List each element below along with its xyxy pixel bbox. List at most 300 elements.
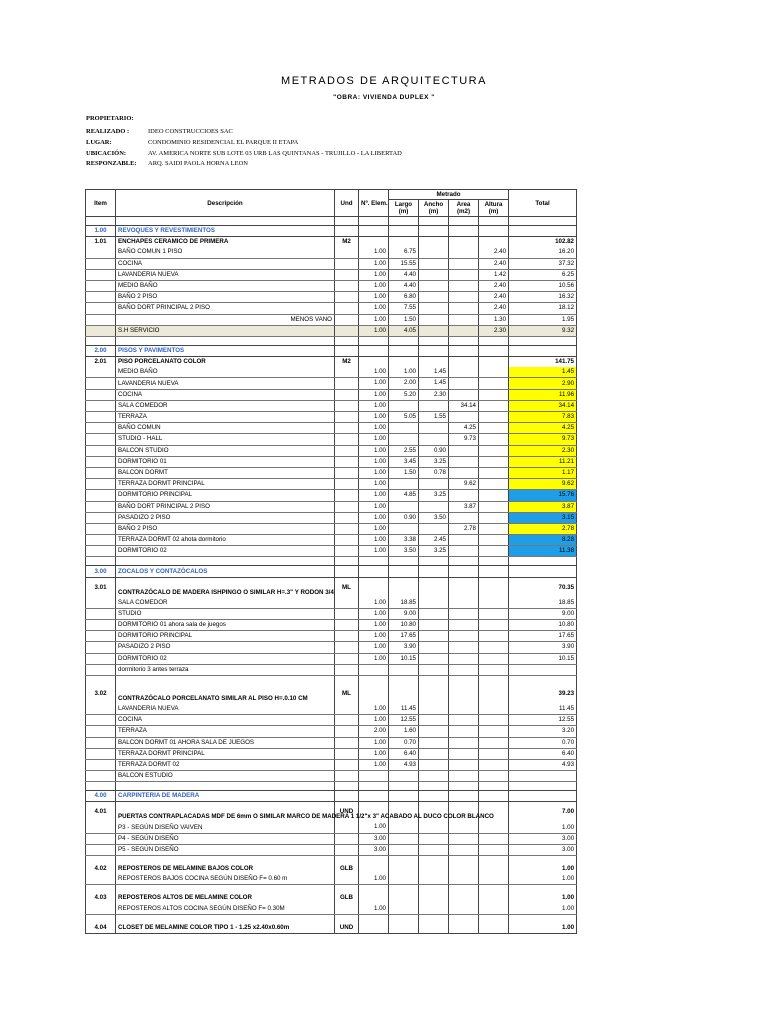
cell-descripcion: P3 - SEGÚN DISEÑO VAIVEN (116, 822, 335, 833)
cell-total (509, 856, 577, 865)
cell-descripcion (116, 336, 335, 345)
cell-item (86, 822, 116, 833)
document-title: METRADOS DE ARQUITECTURA (281, 75, 487, 87)
cell-area (449, 490, 479, 501)
cell-und (335, 715, 359, 726)
cell-elem: 1.00 (359, 715, 389, 726)
cell-largo (389, 577, 419, 598)
cell-ancho (419, 566, 449, 577)
cell-area (449, 664, 479, 675)
cell-largo (389, 434, 419, 445)
cell-item (86, 726, 116, 737)
cell-largo (389, 237, 419, 248)
cell-descripcion (116, 856, 335, 865)
cell-altura (479, 653, 509, 664)
cell-altura: 2.40 (479, 247, 509, 258)
cell-ancho (419, 874, 449, 885)
cell-area (449, 620, 479, 631)
cell-item: 4.04 (86, 923, 116, 934)
cell-ancho (419, 620, 449, 631)
cell-total: 11.45 (509, 704, 577, 715)
cell-largo (389, 226, 419, 237)
cell-area: 34.14 (449, 400, 479, 411)
cell-area (449, 893, 479, 903)
spacer-row (86, 914, 577, 923)
cell-total: 3.00 (509, 844, 577, 855)
cell-und: GLB (335, 893, 359, 903)
cell-altura (479, 642, 509, 653)
cell-item (86, 598, 116, 609)
table-row (86, 269, 577, 280)
cell-ancho (419, 914, 449, 923)
cell-area: 9.73 (449, 434, 479, 445)
cell-altura (479, 864, 509, 874)
cell-altura (479, 501, 509, 512)
cell-largo: 1.00 (389, 367, 419, 378)
info-label: PROPIETARIO: (86, 115, 134, 122)
cell-altura (479, 345, 509, 356)
cell-descripcion: BAÑO 2 PISO (116, 292, 335, 303)
cell-largo (389, 822, 419, 833)
cell-elem: 1.00 (359, 303, 389, 314)
cell-item (86, 557, 116, 566)
cell-area (449, 885, 479, 894)
cell-area (449, 378, 479, 389)
cell-area (449, 675, 479, 684)
cell-area (449, 904, 479, 915)
cell-area (449, 258, 479, 269)
cell-item (86, 247, 116, 258)
cell-largo (389, 336, 419, 345)
table-row (86, 303, 577, 314)
cell-und (335, 434, 359, 445)
cell-area (449, 336, 479, 345)
document-subtitle: "OBRA: VIVIENDA DUPLEX " (333, 94, 435, 101)
table-row (86, 874, 577, 885)
cell-ancho (419, 303, 449, 314)
table-row (86, 280, 577, 291)
cell-area (449, 737, 479, 748)
cell-altura (479, 620, 509, 631)
cell-altura (479, 771, 509, 782)
cell-total: 1.45 (509, 367, 577, 378)
cell-item (86, 904, 116, 915)
cell-und (335, 904, 359, 915)
cell-item (86, 269, 116, 280)
cell-area (449, 367, 479, 378)
cell-descripcion: BALCON STUDIO (116, 445, 335, 456)
cell-altura (479, 844, 509, 855)
cell-elem (359, 577, 389, 598)
cell-und (335, 631, 359, 642)
table-row (86, 512, 577, 523)
cell-item: 4.03 (86, 893, 116, 903)
cell-descripcion: TERRAZA (116, 412, 335, 423)
cell-item (86, 389, 116, 400)
info-value: AV. AMERICA NORTE SUB LOTE 03 URB LAS QUINTANAS - TRUJILLO - LA LIBERTAD (148, 150, 402, 157)
cell-item: 1.01 (86, 237, 116, 248)
cell-elem: 1.00 (359, 445, 389, 456)
cell-elem (359, 566, 389, 577)
cell-area (449, 412, 479, 423)
cell-total: 2.30 (509, 445, 577, 456)
cell-largo (389, 874, 419, 885)
item-row (86, 893, 577, 903)
cell-total: 1.00 (509, 923, 577, 934)
cell-ancho (419, 726, 449, 737)
cell-largo (389, 844, 419, 855)
cell-und (335, 874, 359, 885)
cell-und (335, 400, 359, 411)
cell-descripcion: BAÑO DORT PRINCIPAL 2 PISO (116, 303, 335, 314)
cell-descripcion (116, 914, 335, 923)
col-altura: Altura (m) (479, 200, 509, 217)
cell-ancho (419, 844, 449, 855)
cell-ancho: 0.90 (419, 445, 449, 456)
table-row (86, 314, 577, 325)
cell-altura (479, 608, 509, 619)
table-row (86, 434, 577, 445)
cell-largo: 4.40 (389, 280, 419, 291)
cell-altura (479, 874, 509, 885)
cell-und (335, 535, 359, 546)
cell-elem: 1.00 (359, 759, 389, 770)
cell-total: 7.00 (509, 802, 577, 823)
cell-und: ML (335, 684, 359, 704)
cell-largo (389, 345, 419, 356)
cell-area (449, 923, 479, 934)
cell-elem: 1.00 (359, 904, 389, 915)
cell-ancho (419, 258, 449, 269)
cell-total: 9.00 (509, 608, 577, 619)
table-row (86, 737, 577, 748)
cell-ancho (419, 771, 449, 782)
cell-descripcion: REPOSTEROS ALTOS COCINA SEGÚN DISEÑO F= 0.30M (116, 904, 335, 915)
cell-ancho: 0.78 (419, 467, 449, 478)
cell-largo: 10.80 (389, 620, 419, 631)
cell-altura (479, 904, 509, 915)
cell-elem: 1.00 (359, 479, 389, 490)
cell-altura (479, 226, 509, 237)
cell-descripcion: BALCON DORMT 01 AHORA SALA DE JUEGOS (116, 737, 335, 748)
spacer-row (86, 336, 577, 345)
cell-ancho (419, 864, 449, 874)
cell-ancho (419, 577, 449, 598)
item-row (86, 864, 577, 874)
cell-elem: 1.00 (359, 598, 389, 609)
table-row (86, 400, 577, 411)
cell-altura (479, 378, 509, 389)
table-row (86, 367, 577, 378)
cell-altura (479, 791, 509, 802)
cell-ancho (419, 684, 449, 704)
cell-descripcion: DORMITORIO 01 ahora sala de juegos (116, 620, 335, 631)
cell-total: 3.15 (509, 512, 577, 523)
cell-item: 2.01 (86, 357, 116, 368)
cell-area: 3.87 (449, 501, 479, 512)
cell-und (335, 269, 359, 280)
cell-altura (479, 737, 509, 748)
cell-largo: 6.80 (389, 292, 419, 303)
cell-altura (479, 631, 509, 642)
cell-und (335, 620, 359, 631)
cell-elem: 1.00 (359, 748, 389, 759)
cell-elem: 1.00 (359, 535, 389, 546)
cell-total (509, 914, 577, 923)
cell-descripcion: DORMITORIO 02 (116, 653, 335, 664)
cell-elem (359, 237, 389, 248)
item-row (86, 357, 577, 368)
cell-total: 102.82 (509, 237, 577, 248)
cell-descripcion (116, 675, 335, 684)
cell-altura: 1.30 (479, 314, 509, 325)
cell-ancho: 3.25 (419, 456, 449, 467)
cell-total (509, 336, 577, 345)
cell-ancho (419, 598, 449, 609)
cell-total: 6.40 (509, 748, 577, 759)
cell-elem (359, 664, 389, 675)
cell-descripcion: SALA COMEDOR (116, 598, 335, 609)
cell-item (86, 378, 116, 389)
cell-area (449, 303, 479, 314)
cell-total: 11.96 (509, 389, 577, 400)
cell-ancho (419, 782, 449, 791)
cell-area (449, 269, 479, 280)
spacer-row (86, 856, 577, 865)
cell-ancho (419, 748, 449, 759)
cell-ancho (419, 822, 449, 833)
cell-item: 4.00 (86, 791, 116, 802)
cell-ancho: 1.45 (419, 378, 449, 389)
cell-item (86, 782, 116, 791)
cell-item: 3.00 (86, 566, 116, 577)
cell-und (335, 782, 359, 791)
table-row (86, 608, 577, 619)
spacer-row (86, 217, 577, 226)
cell-elem: 1.00 (359, 400, 389, 411)
cell-elem: 1.00 (359, 822, 389, 833)
cell-largo: 7.55 (389, 303, 419, 314)
cell-item (86, 704, 116, 715)
cell-elem (359, 864, 389, 874)
cell-und (335, 759, 359, 770)
cell-area (449, 704, 479, 715)
cell-ancho: 1.55 (419, 412, 449, 423)
cell-und (335, 367, 359, 378)
cell-elem: 1.00 (359, 608, 389, 619)
cell-area (449, 684, 479, 704)
cell-item (86, 546, 116, 557)
cell-largo (389, 782, 419, 791)
cell-elem: 1.00 (359, 314, 389, 325)
cell-total (509, 566, 577, 577)
cell-ancho (419, 791, 449, 802)
table-row (86, 844, 577, 855)
cell-largo: 0.70 (389, 737, 419, 748)
cell-ancho (419, 226, 449, 237)
cell-total: 3.87 (509, 501, 577, 512)
cell-und (335, 704, 359, 715)
cell-area (449, 759, 479, 770)
info-label: LUGAR: (86, 139, 112, 146)
cell-altura (479, 726, 509, 737)
cell-elem: 1.00 (359, 258, 389, 269)
cell-ancho (419, 292, 449, 303)
cell-area (449, 566, 479, 577)
cell-und (335, 217, 359, 226)
cell-largo (389, 217, 419, 226)
cell-und (335, 566, 359, 577)
cell-area (449, 237, 479, 248)
cell-und (335, 501, 359, 512)
cell-item (86, 303, 116, 314)
cell-elem: 1.00 (359, 501, 389, 512)
cell-item (86, 631, 116, 642)
cell-descripcion: BALCON ESTUDIO (116, 771, 335, 782)
table-row (86, 247, 577, 258)
cell-altura (479, 914, 509, 923)
cell-area (449, 914, 479, 923)
cell-elem: 1.00 (359, 378, 389, 389)
col-metrado: Metrado (389, 190, 509, 200)
table-row (86, 748, 577, 759)
cell-item (86, 512, 116, 523)
cell-area (449, 345, 479, 356)
cell-area (449, 512, 479, 523)
cell-und (335, 456, 359, 467)
table-row (86, 490, 577, 501)
cell-item: 2.00 (86, 345, 116, 356)
cell-und (335, 292, 359, 303)
cell-descripcion (116, 217, 335, 226)
cell-item (86, 771, 116, 782)
cell-descripcion: TERRAZA DORMT 02 (116, 759, 335, 770)
cell-descripcion: STUDIO (116, 608, 335, 619)
cell-descripcion: LAVANDERIA NUEVA (116, 269, 335, 280)
cell-ancho (419, 737, 449, 748)
cell-descripcion: TERRAZA DORMT PRINCIPAL (116, 748, 335, 759)
cell-descripcion: LAVANDERIA NUEVA (116, 378, 335, 389)
cell-elem: 2.00 (359, 726, 389, 737)
cell-altura (479, 389, 509, 400)
cell-descripcion: BAÑO 2 PISO (116, 523, 335, 534)
cell-und (335, 885, 359, 894)
cell-largo: 6.75 (389, 247, 419, 258)
cell-total: 1.00 (509, 904, 577, 915)
cell-area (449, 445, 479, 456)
cell-ancho (419, 280, 449, 291)
cell-item (86, 535, 116, 546)
cell-largo: 18.85 (389, 598, 419, 609)
cell-largo: 2.00 (389, 378, 419, 389)
table-row (86, 535, 577, 546)
cell-und (335, 608, 359, 619)
table-row (86, 598, 577, 609)
cell-largo (389, 914, 419, 923)
cell-descripcion: PISOS Y PAVIMENTOS (116, 345, 335, 356)
cell-item: 4.01 (86, 802, 116, 823)
cell-total (509, 557, 577, 566)
cell-item (86, 456, 116, 467)
cell-descripcion (116, 885, 335, 894)
info-value: ARQ. SAIDI PAOLA HORNA LEON (148, 160, 248, 167)
cell-altura (479, 490, 509, 501)
cell-elem: 1.00 (359, 325, 389, 336)
cell-largo (389, 423, 419, 434)
cell-largo: 4.85 (389, 490, 419, 501)
cell-altura (479, 217, 509, 226)
cell-area (449, 748, 479, 759)
cell-descripcion: ZOCALOS Y CONTAZÓCALOS (116, 566, 335, 577)
cell-ancho (419, 608, 449, 619)
cell-largo (389, 885, 419, 894)
cell-descripcion: COCINA (116, 389, 335, 400)
cell-largo: 3.90 (389, 642, 419, 653)
cell-ancho (419, 653, 449, 664)
cell-ancho: 3.50 (419, 512, 449, 523)
cell-descripcion: MEDIO BAÑO (116, 280, 335, 291)
cell-largo: 1.50 (389, 467, 419, 478)
cell-area (449, 357, 479, 368)
cell-descripcion: PISO PORCELANATO COLOR (116, 357, 335, 368)
cell-altura (479, 748, 509, 759)
cell-elem: 1.00 (359, 737, 389, 748)
cell-area (449, 247, 479, 258)
cell-ancho (419, 237, 449, 248)
cell-item (86, 400, 116, 411)
cell-ancho (419, 423, 449, 434)
cell-item (86, 479, 116, 490)
cell-total: 4.25 (509, 423, 577, 434)
cell-und: M2 (335, 237, 359, 248)
cell-total: 18.12 (509, 303, 577, 314)
cell-ancho (419, 642, 449, 653)
cell-total: 70.35 (509, 577, 577, 598)
cell-item (86, 523, 116, 534)
cell-altura (479, 557, 509, 566)
cell-altura (479, 512, 509, 523)
cell-item (86, 874, 116, 885)
cell-total: 4.93 (509, 759, 577, 770)
cell-ancho (419, 715, 449, 726)
cell-area (449, 557, 479, 566)
cell-total: 11.38 (509, 546, 577, 557)
cell-total: 12.55 (509, 715, 577, 726)
cell-und (335, 325, 359, 336)
cell-altura (479, 822, 509, 833)
cell-item (86, 367, 116, 378)
cell-und (335, 345, 359, 356)
cell-elem: 1.00 (359, 620, 389, 631)
cell-item (86, 856, 116, 865)
cell-item (86, 653, 116, 664)
cell-descripcion: CLOSET DE MELAMINE COLOR TIPO 1 - 1.25 x2.40x0.60m (116, 923, 335, 934)
cell-ancho (419, 664, 449, 675)
cell-descripcion: COCINA (116, 258, 335, 269)
cell-und (335, 653, 359, 664)
cell-und (335, 598, 359, 609)
cell-ancho (419, 675, 449, 684)
cell-und (335, 664, 359, 675)
cell-altura (479, 664, 509, 675)
col-item: Item (86, 190, 116, 217)
cell-total: 37.32 (509, 258, 577, 269)
cell-elem: 1.00 (359, 642, 389, 653)
cell-und (335, 844, 359, 855)
cell-area (449, 608, 479, 619)
cell-item (86, 434, 116, 445)
table-row (86, 822, 577, 833)
